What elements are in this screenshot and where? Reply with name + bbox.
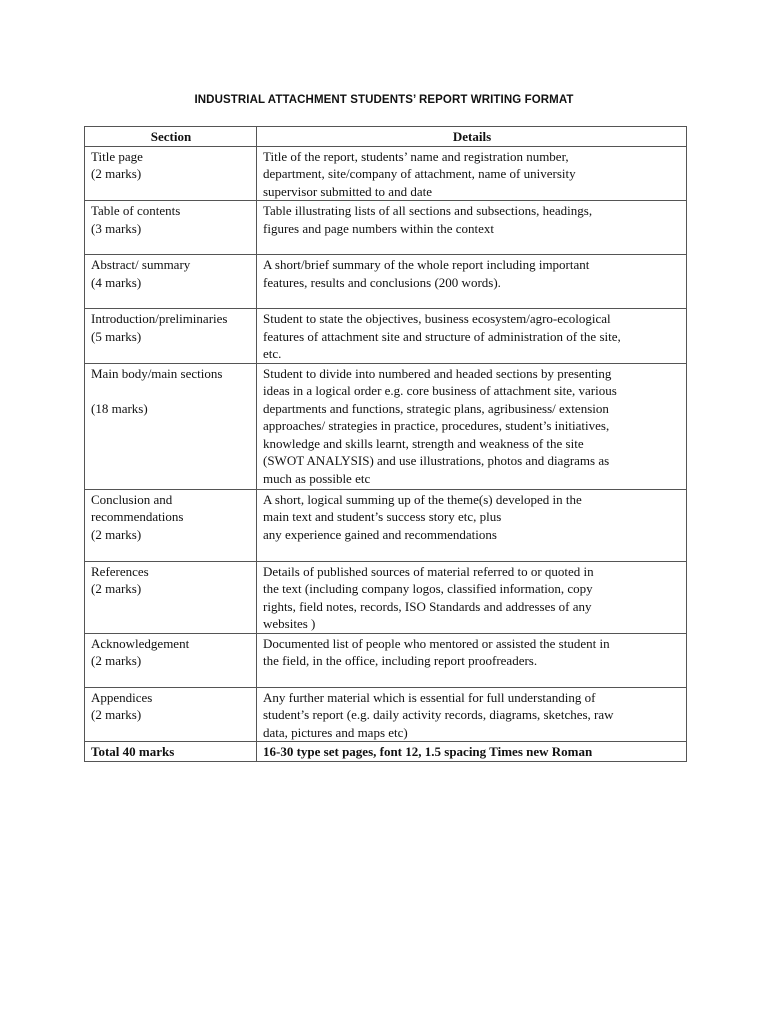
total-format-cell: 16-30 type set pages, font 12, 1.5 spacing Times new Roman	[257, 742, 687, 762]
details-text-line: departments and functions, strategic plans, agribusiness/ extension	[263, 400, 609, 416]
details-text-line: A short, logical summing up of the theme(s) developed in the	[263, 491, 582, 507]
details-cell	[257, 633, 687, 687]
details-text-line: figures and page numbers within the context	[263, 220, 495, 236]
details-cell	[257, 146, 687, 201]
section-text-line: Conclusion and	[91, 491, 173, 507]
details-text-line: Table illustrating lists of all sections and subsections, headings,	[263, 203, 593, 218]
details-text-line: etc.	[263, 346, 282, 361]
table-row	[85, 309, 687, 364]
details-text-line: Student to divide into numbered and headed sections by presenting	[263, 365, 612, 381]
section-cell	[85, 363, 257, 489]
section-text-line: Appendices	[91, 689, 153, 705]
section-cell	[85, 201, 257, 255]
section-cell	[85, 309, 257, 364]
details-text-line: features, results and conclusions (200 words).	[263, 274, 501, 290]
details-text-line: approaches/ strategies in practice, procedures, student’s initiatives,	[263, 418, 610, 433]
details-text-line: main text and student’s success story etc, plus	[263, 509, 502, 524]
details-text-line: rights, field notes, records, ISO Standards and addresses of any	[263, 598, 592, 614]
section-text-line: Abstract/ summary	[91, 257, 191, 272]
details-text-line: features of attachment site and structure of administration of the site,	[263, 328, 621, 344]
table-row	[85, 633, 687, 687]
details-text-line: websites )	[263, 616, 316, 631]
details-text-line: ideas in a logical order e.g. core business of attachment site, various	[263, 383, 617, 398]
section-text-line: Title page	[91, 148, 143, 164]
details-text-line: student’s report (e.g. daily activity records, diagrams, sketches, raw	[263, 707, 614, 722]
details-text-line: A short/brief summary of the whole report including important	[263, 257, 590, 272]
section-text-line: (4 marks)	[91, 274, 142, 290]
table-row	[85, 255, 687, 309]
details-cell	[257, 309, 687, 364]
details-text-line: the text (including company logos, classified information, copy	[263, 581, 593, 596]
table-header-row	[85, 127, 687, 147]
table-row	[85, 489, 687, 561]
details-text-line: Student to state the objectives, business ecosystem/agro-ecological	[263, 311, 611, 326]
section-text-line: Table of contents	[91, 203, 181, 218]
section-cell	[85, 633, 257, 687]
section-text-line: (2 marks)	[91, 707, 142, 722]
section-text-line: (3 marks)	[91, 220, 142, 236]
page-title: INDUSTRIAL ATTACHMENT STUDENTS’ REPORT WRITING FORMAT	[194, 94, 574, 106]
details-text-line: data, pictures and maps etc)	[263, 724, 408, 740]
section-text-line	[91, 382, 251, 400]
table-row	[85, 363, 687, 489]
section-text-line: Introduction/preliminaries	[91, 311, 228, 326]
table-row	[85, 146, 687, 201]
section-cell	[85, 561, 257, 633]
report-format-table	[84, 126, 687, 762]
section-text-line: References	[91, 563, 149, 579]
details-text-line: the field, in the office, including report proofreaders.	[263, 653, 538, 668]
section-cell	[85, 255, 257, 309]
section-cell	[85, 687, 257, 742]
section-cell	[85, 489, 257, 561]
total-row	[85, 742, 687, 762]
details-cell	[257, 363, 687, 489]
section-text-line: recommendations	[91, 509, 184, 524]
section-cell	[85, 146, 257, 201]
section-text-line: Acknowledgement	[91, 635, 190, 651]
details-cell	[257, 561, 687, 633]
details-cell	[257, 489, 687, 561]
section-text-line: (2 marks)	[91, 581, 142, 596]
table-row	[85, 201, 687, 255]
details-text-line: (SWOT ANALYSIS) and use illustrations, photos and diagrams as	[263, 453, 610, 468]
column-header-details: Details	[257, 127, 687, 147]
details-text-line: Documented list of people who mentored or assisted the student in	[263, 635, 610, 651]
section-text-line: (2 marks)	[91, 526, 142, 542]
section-text-line: Main body/main sections	[91, 365, 223, 381]
details-cell	[257, 687, 687, 742]
section-text-line: (5 marks)	[91, 328, 142, 344]
details-text-line: knowledge and skills learnt, strength and weakness of the site	[263, 435, 584, 451]
total-marks-cell: Total 40 marks	[85, 742, 257, 762]
details-text-line: Title of the report, students’ name and registration number,	[263, 148, 569, 164]
section-text-line: (18 marks)	[91, 400, 148, 416]
column-header-section: Section	[85, 127, 257, 147]
details-cell	[257, 201, 687, 255]
section-text-line: (2 marks)	[91, 166, 142, 181]
section-text-line: (2 marks)	[91, 653, 142, 668]
table-row	[85, 561, 687, 633]
table-row	[85, 687, 687, 742]
details-text-line: much as possible etc	[263, 470, 371, 486]
details-text-line: any experience gained and recommendations	[263, 526, 497, 542]
details-text-line: department, site/company of attachment, name of university	[263, 166, 576, 181]
details-text-line: supervisor submitted to and date	[263, 183, 432, 199]
details-text-line: Details of published sources of material referred to or quoted in	[263, 563, 594, 579]
details-cell	[257, 255, 687, 309]
details-text-line: Any further material which is essential for full understanding of	[263, 689, 596, 705]
